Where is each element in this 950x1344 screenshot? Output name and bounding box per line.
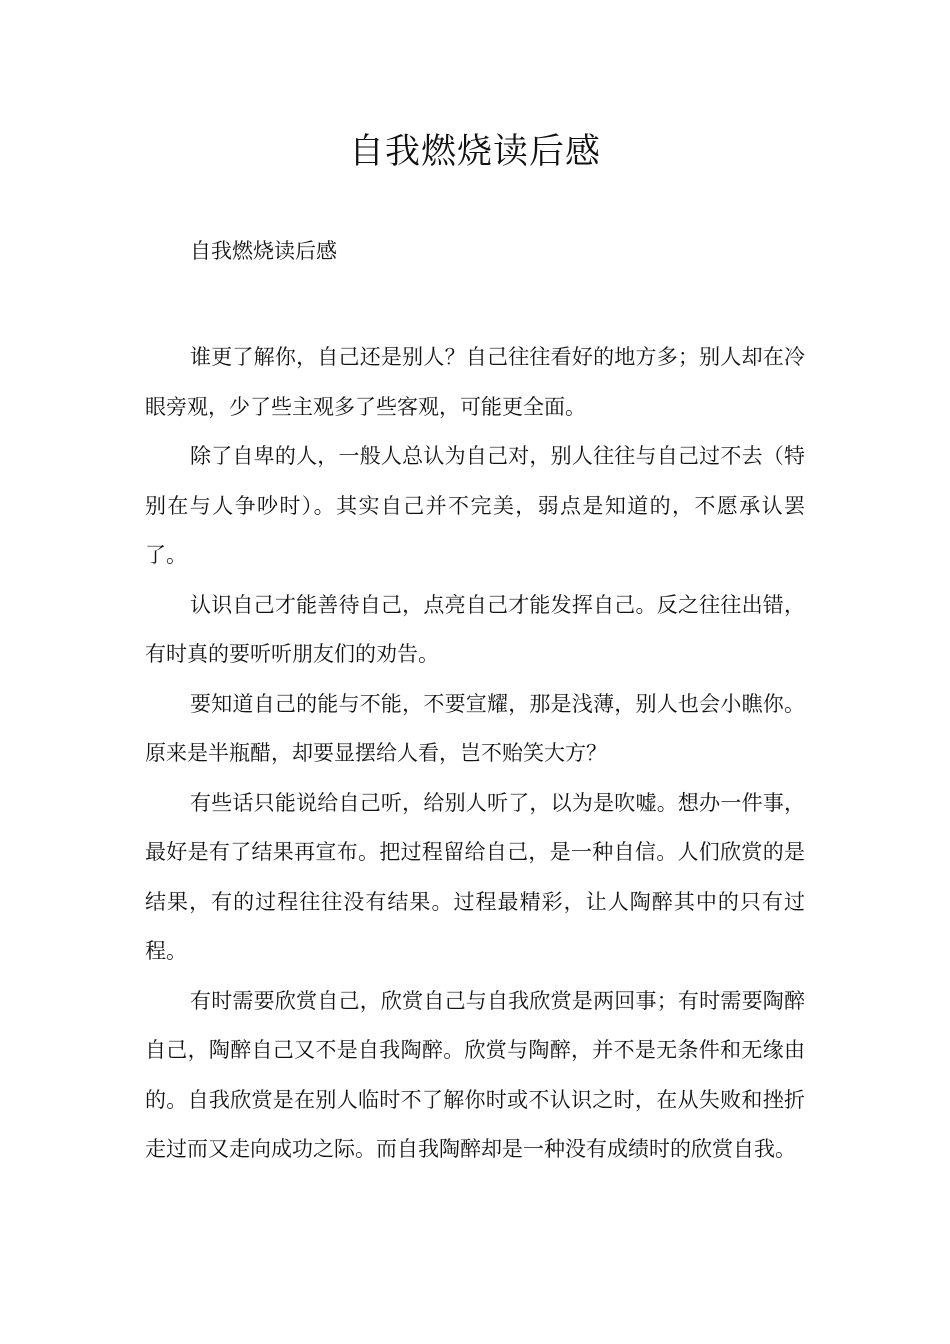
paragraph-2: 除了自卑的人，一般人总认为自己对，别人往往与自己过不去（特别在与人争吵时）。其实自己并不完美，弱点是知道的，不愿承认罢了。 — [145, 444, 805, 567]
paragraph-1: 谁更了解你，自己还是别人？自己往往看好的地方多；别人却在冷眼旁观，少了些主观多了些客观，可能更全面。 — [145, 345, 805, 419]
paragraph-4: 要知道自己的能与不能，不要宣耀，那是浅薄，别人也会小瞧你。原来是半瓶醋，却要显摆给人看，岂不贻笑大方？ — [145, 691, 805, 765]
document-subtitle: 自我燃烧读后感 — [190, 239, 337, 263]
paragraph-5: 有些话只能说给自己听，给别人听了，以为是吹嘘。想办一件事，最好是有了结果再宣布。把过程留给自己，是一种自信。人们欣赏的是结果，有的过程往往没有结果。过程最精彩，让人陶醉其中的只有过程。 — [145, 790, 805, 963]
document-title: 自我燃烧读后感 — [348, 132, 601, 172]
document-body — [145, 333, 805, 1175]
paragraph-6: 有时需要欣赏自己，欣赏自己与自我欣赏是两回事；有时需要陶醉自己，陶醉自己又不是自我陶醉。欣赏与陶醉，并不是无条件和无缘由的。自我欣赏是在别人临时不了解你时或不认识之时，在从失败和挫折走过而又走向成功之际。而自我陶醉却是一种没有成绩时的欣赏自我。 — [145, 988, 805, 1161]
paragraph-3: 认识自己才能善待自己，点亮自己才能发挥自己。反之往往出错，有时真的要听听朋友们的劝告。 — [145, 592, 805, 666]
